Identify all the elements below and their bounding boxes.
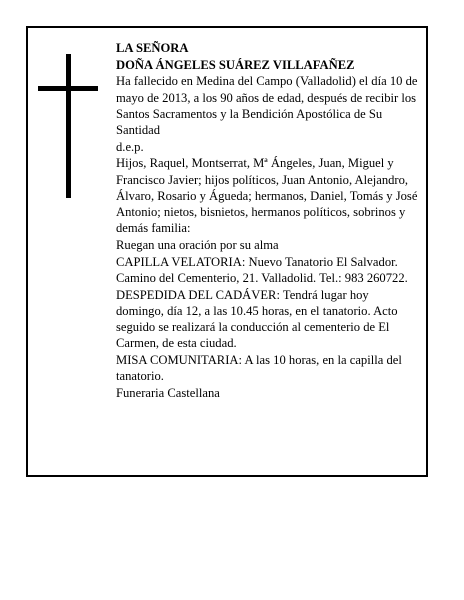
farewell-section xyxy=(116,287,418,352)
funeral-home: Funeraria Castellana xyxy=(116,385,220,400)
family-list: Hijos, Raquel, Montserrat, Mª Ángeles, Juan, Miguel y Francisco Javier; hijos políticos, Juan Antonio, Alejandro, Álvaro, Rosario y Águeda; hermanos, Daniel, Tomás y José Antonio; nietos, bisnietos, hermanos políticos, sobrinos y demás familia: xyxy=(116,156,418,236)
death-info: Ha fallecido en Medina del Campo (Valladolid) el día 10 de mayo de 2013, a los 90 años de edad, después de recibir los Santos Sacramentos y la Bendición Apostólica de Su Santidad xyxy=(116,74,418,138)
farewell-text: Tendrá lugar hoy domingo, día 12, a las 10.45 horas, en el tanatorio. Acto seguido se realizará la conducción al cementerio de El Carmen, de esta ciudad. xyxy=(116,287,398,351)
notice-text xyxy=(116,40,418,401)
mass-text: A las 10 horas, en la capilla del tanatorio. xyxy=(116,352,402,384)
chapel-label: CAPILLA VELATORIA: xyxy=(116,254,246,269)
mass-section xyxy=(116,352,418,384)
deceased-name: DOÑA ÁNGELES SUÁREZ VILLAFAÑEZ xyxy=(116,57,355,72)
cross-icon xyxy=(38,54,98,198)
obituary-notice xyxy=(26,26,428,477)
chapel-text: Nuevo Tanatorio El Salvador. Camino del Cementerio, 21. Valladolid. Tel.: 983 260722. xyxy=(116,254,408,285)
cross-vertical-bar xyxy=(66,54,71,198)
rip-text: d.e.p. xyxy=(116,139,144,154)
farewell-label: DESPEDIDA DEL CADÁVER: xyxy=(116,287,280,302)
notice-title: LA SEÑORA xyxy=(116,41,189,55)
mass-label: MISA COMUNITARIA: xyxy=(116,352,242,367)
chapel-section xyxy=(116,254,418,286)
cross-horizontal-bar xyxy=(38,86,98,91)
prayer-request: Ruegan una oración por su alma xyxy=(116,237,279,252)
